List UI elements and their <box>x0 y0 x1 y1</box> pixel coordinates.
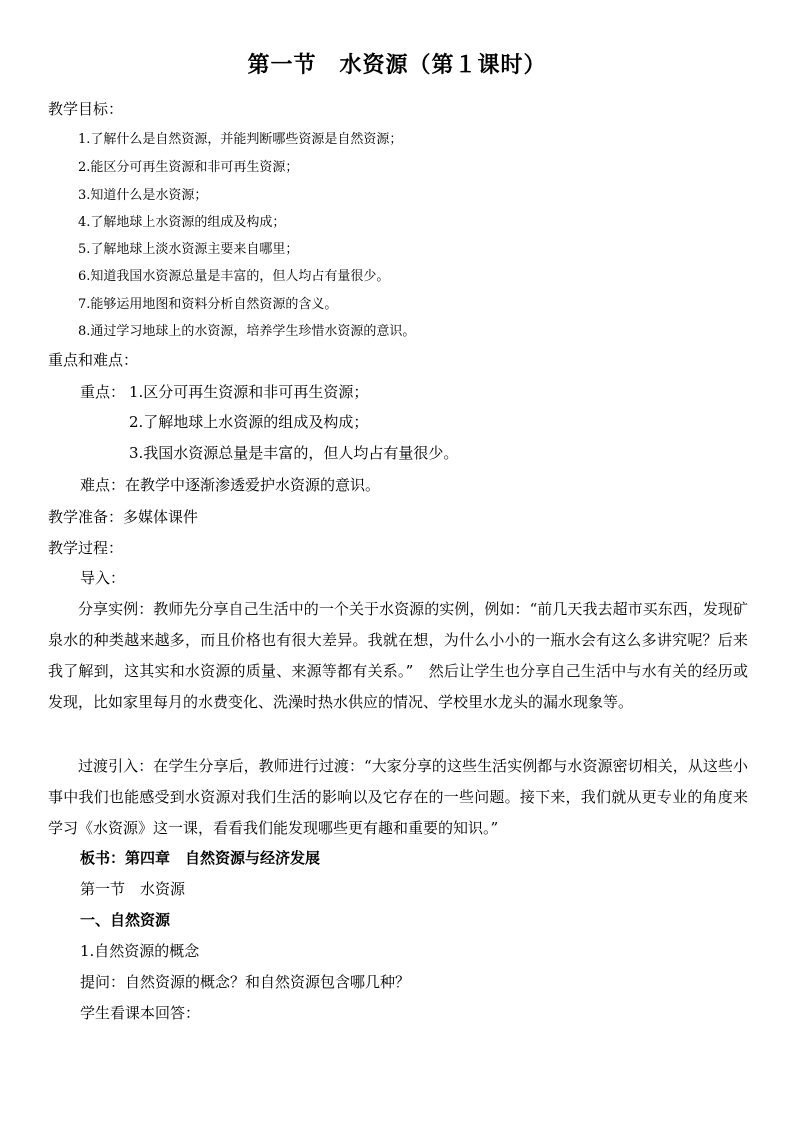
board-heading: 板书：第四章 自然资源与经济发展 <box>80 849 321 867</box>
difficulty-text: 难点：在教学中逐渐渗透爱护水资源的意识。 <box>80 476 381 494</box>
goal-item: 3.知道什么是水资源； <box>78 188 208 203</box>
goal-item: 6.知道我国水资源总量是丰富的，但人均占有量很少。 <box>78 269 390 284</box>
goal-item: 7.能够运用地图和资料分析自然资源的含义。 <box>78 297 338 312</box>
concept-heading: 1.自然资源的概念 <box>80 942 200 960</box>
prep-text: 教学准备：多媒体课件 <box>48 508 199 526</box>
goals-heading: 教学目标： <box>48 100 124 118</box>
section-heading: 第一节 水资源 <box>80 880 186 898</box>
key-item: 2.了解地球上水资源的组成及构成； <box>129 413 369 431</box>
answer-text: 学生看课本回答： <box>80 1004 201 1022</box>
intro-paragraph: 分享实例：教师先分享自己生活中的一个关于水资源的实例，例如：“前几天我去超市买东西，发现矿泉水的种类越来越多，而且价格也有很大差异。我就在想，为什么小小的一瓶水会有这么多讲究呢？后来我了解到，这其实和水资源的质量、来源等都有关系。” 然后让学生也分享自己生活中与水有关的经历或发现，比如家里每月的水费变化、洗澡时热水供应的情况、学校里水龙头的漏水现象等。 <box>48 600 748 711</box>
subsection-heading: 一、自然资源 <box>80 911 171 929</box>
page-title: 第一节 水资源（第１课时） <box>247 53 547 78</box>
intro-label: 导入： <box>80 569 126 587</box>
keypoints-heading: 重点和难点： <box>48 351 139 369</box>
goal-item: 2.能区分可再生资源和非可再生资源； <box>78 160 299 175</box>
key-item: 1.区分可再生资源和非可再生资源； <box>129 383 369 401</box>
goal-item: 8.通过学习地球上的水资源，培养学生珍惜水资源的意识。 <box>78 324 416 339</box>
process-heading: 教学过程： <box>48 539 124 557</box>
transition-paragraph: 过渡引入：在学生分享后，教师进行过渡：“大家分享的这些生活实例都与水资源密切相关，从这些小事中我们也能感受到水资源对我们生活的影响以及它存在的一些问题。接下来，我们就从更专业的角度来学习《水资源》这一课，看看我们能发现哪些更有趣和重要的知识。” <box>48 757 748 837</box>
key-label: 重点： <box>80 383 126 401</box>
goal-item: 1.了解什么是自然资源，并能判断哪些资源是自然资源； <box>78 132 403 147</box>
goal-item: 4.了解地球上水资源的组成及构成； <box>78 215 286 230</box>
question-text: 提问：自然资源的概念？和自然资源包含哪几种？ <box>80 973 411 991</box>
key-item: 3.我国水资源总量是丰富的，但人均占有量很少。 <box>129 444 459 462</box>
goal-item: 5.了解地球上淡水资源主要来自哪里； <box>78 242 299 257</box>
